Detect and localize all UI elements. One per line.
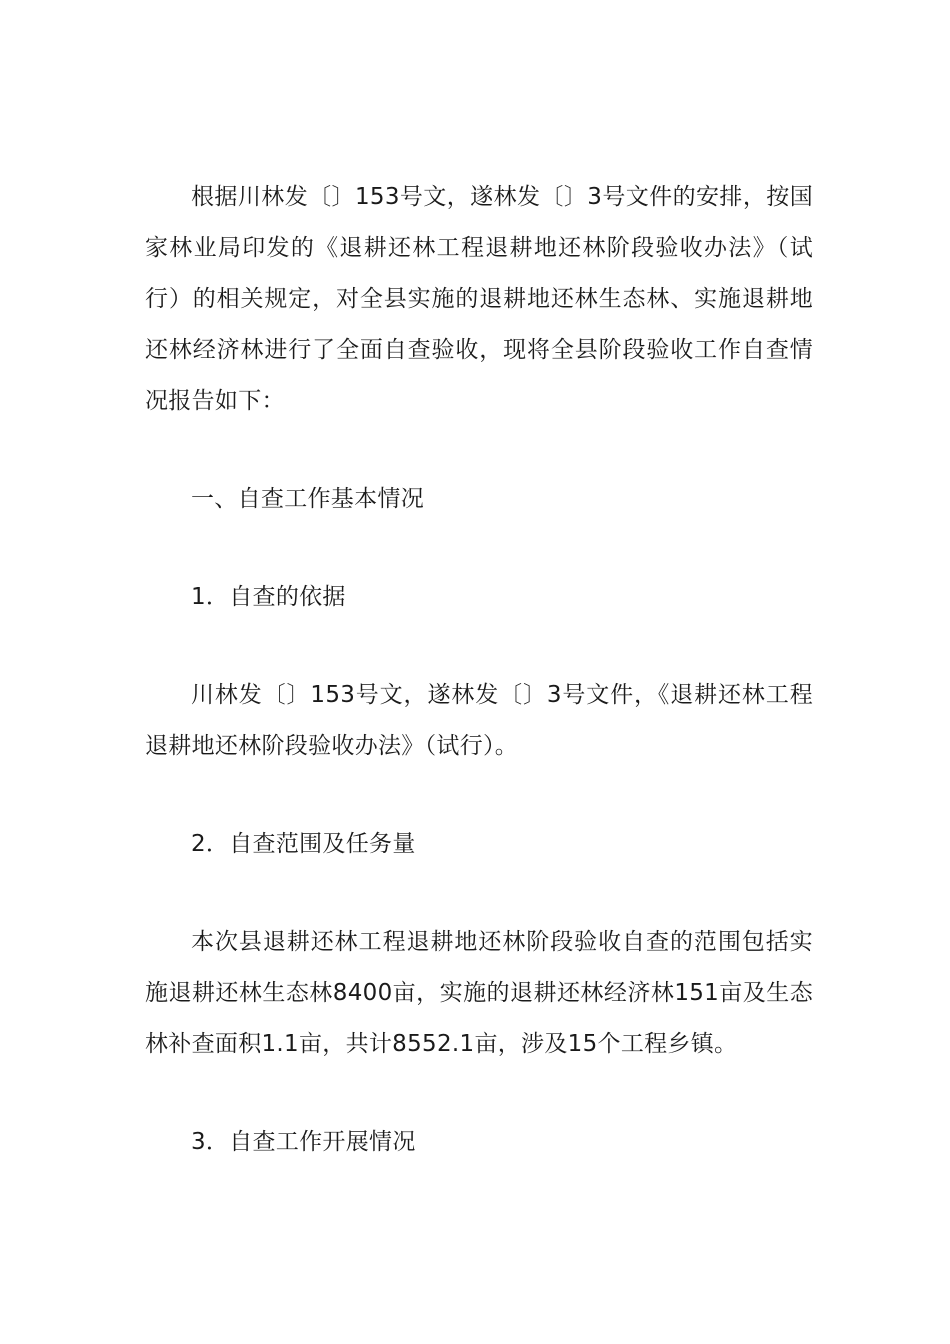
- intro-paragraph: 根据川林发〔〕153号文，遂林发〔〕3号文件的安排，按国家林业局印发的《退耕还林工程退耕地还林阶段验收办法》（试行）的相关规定，对全县实施的退耕地还林生态林、实施退耕地还林经济林进行了全面自查验收，现将全县阶段验收工作自查情况报告如下：: [145, 184, 813, 414]
- subsection-1-paragraph: 川林发〔〕153号文，遂林发〔〕3号文件，《退耕还林工程退耕地还林阶段验收办法》（试行）。: [145, 682, 813, 759]
- section-heading-1: 一、自查工作基本情况: [191, 486, 424, 512]
- spacer: [145, 525, 813, 572]
- subsection-heading-1: 1．自查的依据: [191, 584, 346, 610]
- spacer: [145, 623, 813, 670]
- subsection-2-paragraph: 本次县退耕还林工程退耕地还林阶段验收自查的范围包括实施退耕还林生态林8400亩，实施的退耕还林经济林151亩及生态林补查面积1.1亩，共计8552.1亩，涉及15个工程乡镇。: [145, 929, 813, 1057]
- spacer: [145, 427, 813, 474]
- subsection-heading-3: 3．自查工作开展情况: [191, 1129, 416, 1155]
- spacer: [145, 1070, 813, 1117]
- spacer: [145, 772, 813, 819]
- subsection-heading-2: 2．自查范围及任务量: [191, 831, 416, 857]
- document-page: [145, 172, 813, 1168]
- spacer: [145, 870, 813, 917]
